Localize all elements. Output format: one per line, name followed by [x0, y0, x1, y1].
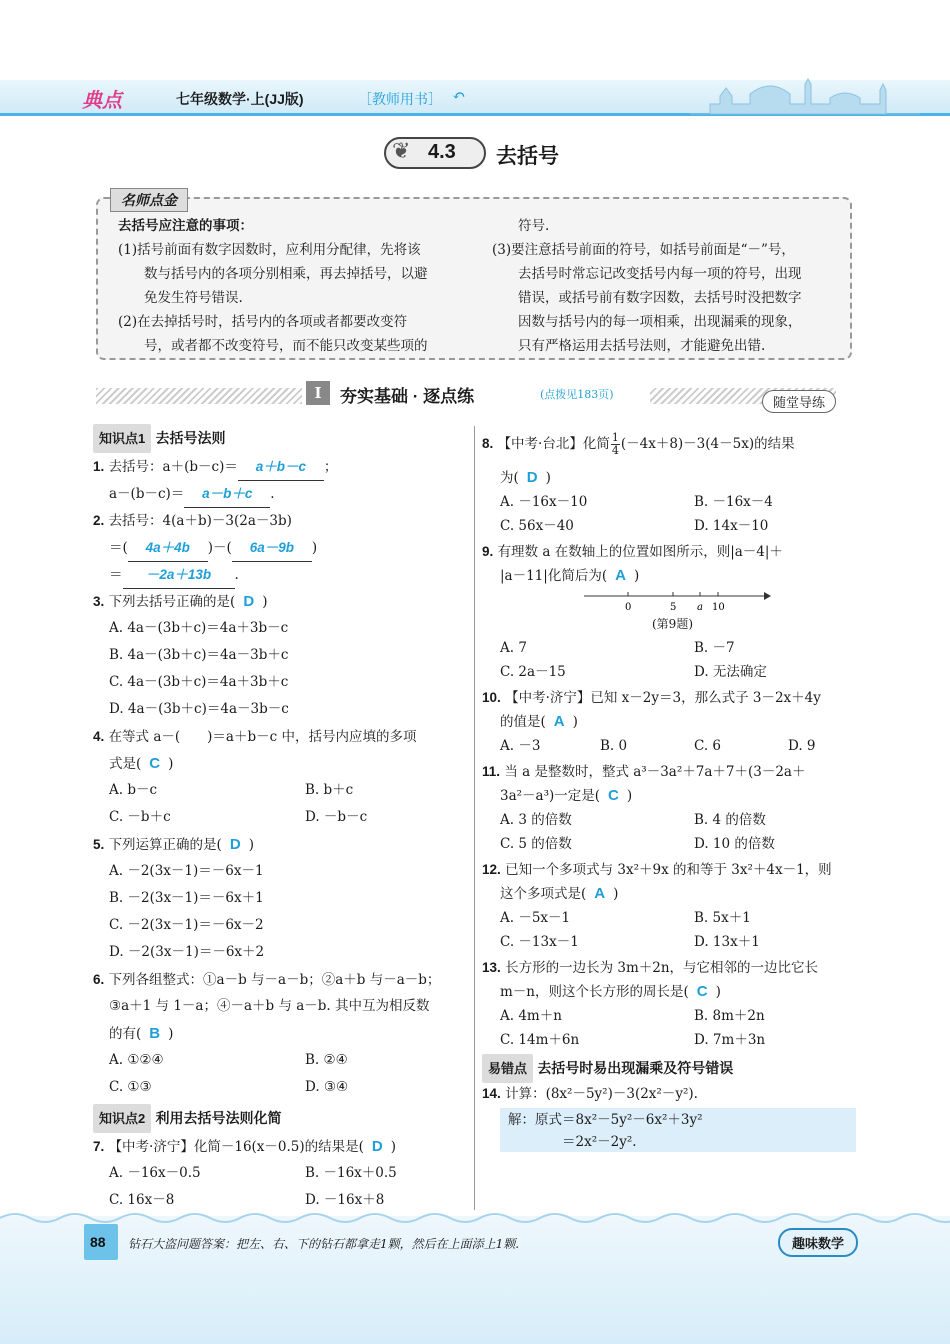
- q8-stem2: 为( D ): [500, 469, 551, 486]
- q3-stem: 3. 下列去括号正确的是( D ): [93, 593, 268, 610]
- q13-option-b[interactable]: B. 8m＋2n: [694, 1008, 765, 1024]
- q10-option-c[interactable]: C. 6: [694, 738, 722, 754]
- q6-stem: 6. 下列各组整式：①a－b 与－a－b；②a＋b 与－a－b；: [93, 972, 441, 988]
- q2-line1: 2. 去括号：4(a＋b)－3(2a－3b): [93, 513, 292, 529]
- k2-title: 利用去括号法则化简: [155, 1110, 282, 1126]
- tips-p1a: (1)括号前面有数字因数时，应利用分配律，先将该: [118, 242, 421, 258]
- q9-option-a[interactable]: A. 7: [500, 640, 527, 656]
- q2-answer-3[interactable]: －2a＋13b: [123, 561, 235, 589]
- q9-answer[interactable]: A: [615, 567, 626, 584]
- skyline-icon: [690, 76, 920, 116]
- tips-p3b: 去括号时常忘记改变括号内每一项的符号，出现: [518, 266, 802, 282]
- q14-solution-1: 解：原式＝8x²－5y²－6x²＋3y²: [508, 1112, 703, 1128]
- teacher-label: ［教师用书］: [358, 91, 442, 107]
- q14-solution-2: ＝2x²－2y².: [562, 1134, 637, 1150]
- q8-answer[interactable]: D: [526, 469, 538, 486]
- tips-p3c: 错误，或括号前有数字因数，去括号时没把数字: [518, 290, 802, 306]
- q3-option-b[interactable]: B. 4a－(3b＋c)＝4a－3b＋c: [109, 647, 289, 663]
- q11-stem2: 3a²－a³)一定是( C ): [500, 787, 633, 804]
- q13-option-c[interactable]: C. 14m＋6n: [500, 1032, 580, 1048]
- q13-option-d[interactable]: D. 7m＋3n: [694, 1032, 766, 1048]
- q12-stem2: 这个多项式是( A ): [500, 885, 619, 902]
- q11-stem: 11. 当 a 是整数时，整式 a³－3a²＋7a＋7＋(3－2a＋: [482, 764, 806, 780]
- q14-stem: 14. 计算：(8x²－5y²)－3(2x²－y²).: [482, 1086, 698, 1102]
- q11-answer[interactable]: C: [608, 787, 619, 804]
- footer-badge: 趣味数学: [778, 1228, 858, 1257]
- q3-option-d[interactable]: D. 4a－(3b＋c)＝4a－3b－c: [109, 701, 289, 717]
- q5-option-b[interactable]: B. －2(3x－1)＝－6x＋1: [109, 890, 264, 906]
- q13-stem2: m－n，则这个长方形的周长是( C ): [500, 983, 721, 1000]
- q9-stem: 9. 有理数 a 在数轴上的位置如图所示，则|a－4|＋: [482, 544, 783, 560]
- q12-option-a[interactable]: A. －5x－1: [500, 910, 571, 926]
- q5-answer[interactable]: D: [229, 836, 241, 853]
- k3-title: 去括号时易出现漏乘及符号错误: [537, 1060, 734, 1076]
- section-title: 夯实基础 · 逐点练: [340, 387, 475, 406]
- q4-stem: 4. 在等式 a－( )＝a＋b－c 中，括号内应填的多项: [93, 729, 417, 745]
- footer-wave: [0, 1210, 950, 1224]
- left-column: [93, 424, 467, 1214]
- q13-answer[interactable]: C: [696, 983, 708, 1000]
- tick-5: 5: [670, 602, 677, 613]
- q3-option-a[interactable]: A. 4a－(3b＋c)＝4a＋3b－c: [109, 620, 289, 636]
- section-number: 4.3: [428, 141, 456, 163]
- q4-answer[interactable]: C: [149, 755, 161, 772]
- q2-answer-2[interactable]: 6a－9b: [232, 534, 312, 562]
- q9-option-c[interactable]: C. 2a－15: [500, 664, 566, 680]
- book-title: 七年级数学·上(JJ版): [176, 91, 304, 107]
- footer-note: 钻石大盗问题答案：把左、右、下的钻石都拿走1颗，然后在上面添上1颗.: [128, 1237, 520, 1251]
- q11-option-d[interactable]: D. 10 的倍数: [694, 836, 775, 852]
- k3-tag: 易错点: [482, 1054, 533, 1083]
- q7-option-c[interactable]: C. 16x－8: [109, 1192, 175, 1208]
- tips-p3a: (3)要注意括号前面的符号，如括号前面是“－”号，: [492, 242, 795, 258]
- q1-answer-a[interactable]: a＋b－c: [238, 453, 324, 481]
- tick-a: a: [697, 602, 703, 613]
- q1-line1: 1. 去括号：a＋(b－c)＝ a＋b－c ；: [93, 453, 337, 481]
- q11-option-a[interactable]: A. 3 的倍数: [500, 812, 572, 828]
- tips-left: [118, 214, 468, 358]
- q7-option-d[interactable]: D. －16x＋8: [305, 1192, 385, 1208]
- q11-option-c[interactable]: C. 5 的倍数: [500, 836, 572, 852]
- q2-answer-1[interactable]: 4a＋4b: [128, 534, 208, 562]
- k1-title: 去括号法则: [155, 430, 226, 446]
- q2-line2: ＝( 4a＋4b )－( 6a－9b ): [109, 534, 317, 562]
- q9-stem2: |a－11|化简后为( A ): [500, 567, 640, 584]
- q7-answer[interactable]: D: [371, 1138, 383, 1155]
- q4-option-a[interactable]: A. b－c: [109, 782, 158, 798]
- tips-right: [492, 214, 842, 358]
- q2-line3: ＝ －2a＋13b .: [109, 561, 239, 589]
- q12-option-c[interactable]: C. －13x－1: [500, 934, 579, 950]
- tips-p1b: 数与括号内的各项分别相乘，再去掉括号，以避: [144, 266, 428, 282]
- k1-tag: 知识点1: [93, 424, 151, 453]
- page-number: 88: [90, 1234, 106, 1250]
- q11-option-b[interactable]: B. 4 的倍数: [694, 812, 766, 828]
- q6-option-d[interactable]: D. ③④: [305, 1079, 349, 1095]
- q6-answer[interactable]: B: [149, 1025, 161, 1042]
- q7-option-a[interactable]: A. －16x－0.5: [109, 1165, 201, 1181]
- tips-p2a: (2)在去掉括号时，括号内的各项或者都要改变符: [118, 314, 408, 330]
- k2-heading: [93, 1104, 282, 1133]
- tips-r0: 符号.: [518, 218, 550, 234]
- tick-0: 0: [625, 602, 632, 613]
- q5-option-a[interactable]: A. －2(3x－1)＝－6x－1: [109, 863, 264, 879]
- q6-option-c[interactable]: C. ①③: [109, 1079, 152, 1095]
- q10-option-a[interactable]: A. －3: [500, 738, 541, 754]
- q9-option-d[interactable]: D. 无法确定: [694, 664, 767, 680]
- q4-stem2: 式是( C ): [109, 755, 174, 772]
- q8-option-b[interactable]: B. －16x－4: [694, 494, 773, 510]
- q1-line2: a－(b－c)＝ a－b＋c .: [109, 480, 275, 508]
- q5-stem: 5. 下列运算正确的是( D ): [93, 836, 254, 853]
- q7-option-b[interactable]: B. －16x＋0.5: [305, 1165, 397, 1181]
- q8-option-a[interactable]: A. －16x－10: [500, 494, 588, 510]
- tips-p3d: 因数与括号内的每一项相乘，出现漏乘的现象，: [518, 314, 802, 330]
- q6-stem2: ③a＋1 与 1－a；④－a＋b 与 a－b. 其中互为相反数: [109, 998, 430, 1014]
- section-badge: 随堂导练: [762, 390, 836, 413]
- page-title: 去括号: [496, 145, 559, 168]
- q12-option-b[interactable]: B. 5x＋1: [694, 910, 751, 926]
- tips-p3e: 只有严格运用去括号法则，才能避免出错.: [518, 338, 766, 354]
- q10-option-d[interactable]: D. 9: [788, 738, 816, 754]
- q4-option-c[interactable]: C. －b＋c: [109, 809, 171, 825]
- q12-stem: 12. 已知一个多项式与 3x²＋9x 的和等于 3x²＋4x－1，则: [482, 862, 832, 878]
- leaf-icon: ❦: [392, 139, 411, 164]
- q6-option-a[interactable]: A. ①②④: [109, 1052, 164, 1068]
- column-divider: [474, 426, 475, 1210]
- q10-stem: 10. 【中考·济宁】已知 x－2y＝3，那么式子 3－2x＋4y: [482, 690, 821, 706]
- tips-p2b: 号，或者都不改变符号，而不能只改变某些项的: [144, 338, 428, 354]
- section-ref: (点拨见183页): [540, 388, 614, 401]
- section-roman: Ⅰ: [306, 381, 330, 405]
- q5-option-d[interactable]: D. －2(3x－1)＝－6x＋2: [109, 944, 265, 960]
- right-column: [482, 428, 858, 1168]
- logo: 典点: [82, 90, 122, 112]
- q10-option-b[interactable]: B. 0: [600, 738, 628, 754]
- q12-option-d[interactable]: D. 13x＋1: [694, 934, 760, 950]
- tick-10: 10: [712, 602, 725, 613]
- k2-tag: 知识点2: [93, 1104, 151, 1133]
- q8-option-d[interactable]: D. 14x－10: [694, 518, 769, 534]
- q4-option-b[interactable]: B. b＋c: [305, 782, 354, 798]
- q8-fraction: $\frac{1}{4}$: [611, 431, 619, 457]
- tips-intro: 去括号应注意的事项：: [118, 218, 253, 233]
- q10-stem2: 的值是( A ): [500, 713, 578, 730]
- q13-option-a[interactable]: A. 4m＋n: [500, 1008, 562, 1024]
- tips-p1c: 免发生符号错误.: [144, 290, 243, 306]
- q3-answer[interactable]: D: [243, 593, 255, 610]
- k1-heading: [93, 424, 226, 453]
- q4-option-d[interactable]: D. －b－c: [305, 809, 368, 825]
- q5-option-c[interactable]: C. －2(3x－1)＝－6x－2: [109, 917, 264, 933]
- q6-stem3: 的有( B ): [109, 1025, 174, 1042]
- back-arrow-icon: ↶: [452, 86, 466, 105]
- q13-stem: 13. 长方形的一边长为 3m＋2n，与它相邻的一边比它长: [482, 960, 819, 976]
- q3-option-c[interactable]: C. 4a－(3b＋c)＝4a＋3b＋c: [109, 674, 289, 690]
- tips-label: 名师点金: [110, 188, 188, 212]
- q8-option-c[interactable]: C. 56x－40: [500, 518, 574, 534]
- q9-option-b[interactable]: B. －7: [694, 640, 735, 656]
- q9-caption: (第9题): [652, 617, 693, 631]
- q7-stem: 7. 【中考·济宁】化简－16(x－0.5)的结果是( D ): [93, 1138, 397, 1155]
- q10-answer[interactable]: A: [553, 713, 565, 730]
- q8-stem: 8. 【中考·台北】化简 $\frac{1}{4}$ (－4x＋8)－3(4－5x)的结果: [482, 431, 795, 457]
- q6-option-b[interactable]: B. ②④: [305, 1052, 348, 1068]
- q12-answer[interactable]: A: [594, 885, 606, 902]
- q1-answer-b[interactable]: a－b＋c: [184, 480, 270, 508]
- k3-heading: [482, 1054, 733, 1083]
